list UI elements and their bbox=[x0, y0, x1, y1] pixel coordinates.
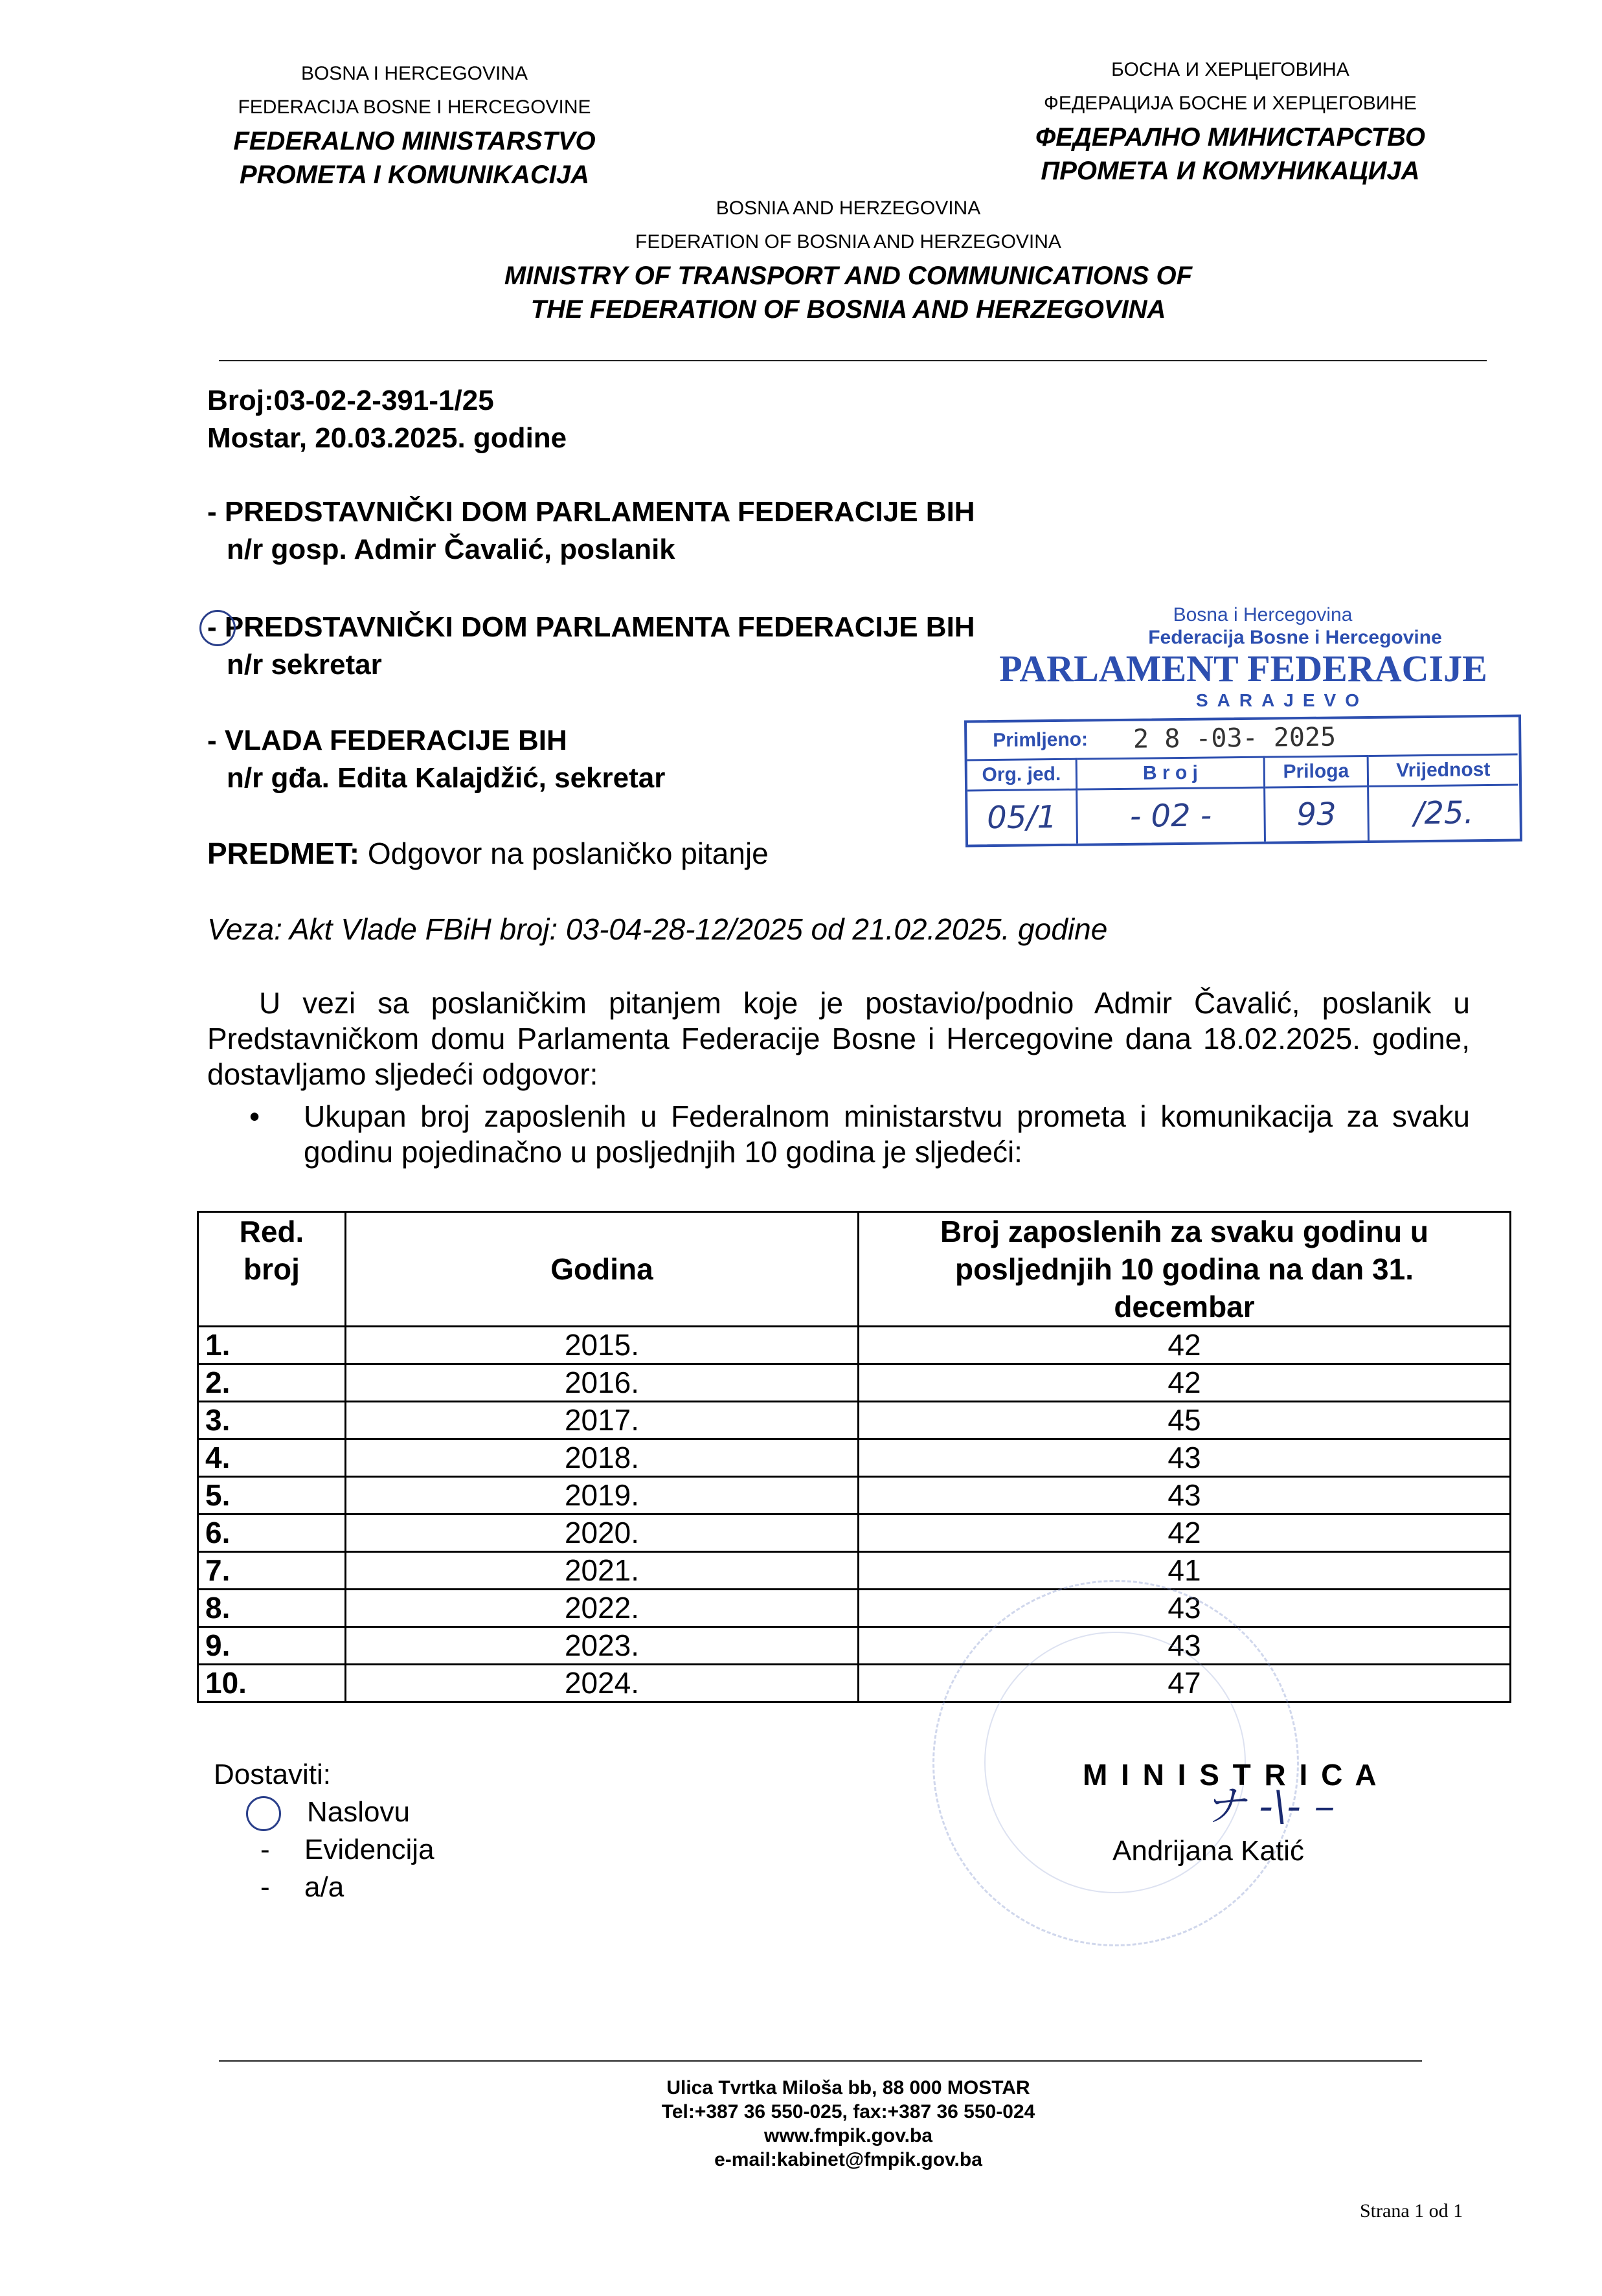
header-right-ministry: ПРОМЕТА И КОМУНИКАЦИЈА bbox=[1041, 157, 1420, 185]
recipient-name: - PREDSTAVNIČKI DOM PARLAMENTA FEDERACIJE BIH bbox=[207, 611, 975, 643]
header-left-ministry: PROMETA I KOMUNIKACIJA bbox=[240, 161, 589, 189]
handwritten-signature: ナ -\- – bbox=[1204, 1783, 1335, 1830]
handwritten-circle-mark bbox=[199, 610, 236, 646]
recipient-2 bbox=[207, 609, 975, 684]
body-paragraph-text: U vezi sa poslaničkim pitanjem koje je postavio/podnio Admir Čavalić, poslanik u Predstavničkom domu Parlamenta Federacije Bosne i Hercegovine dana 18.02.2025. godine, dostavljamo sljedeći odgovor: bbox=[207, 986, 1470, 1091]
row-year: 2015. bbox=[346, 1327, 859, 1364]
table-row bbox=[198, 1627, 1511, 1665]
header-left-line: BOSNA I HERCEGOVINA bbox=[300, 63, 528, 84]
row-employees: 43 bbox=[859, 1627, 1511, 1665]
footer-email: e-mail:kabinet@fmpik.gov.ba bbox=[714, 2149, 982, 2170]
row-employees: 45 bbox=[859, 1402, 1511, 1439]
reference-link: Veza: Akt Vlade FBiH broj: 03-04-28-12/2025 od 21.02.2025. godine bbox=[207, 912, 1108, 946]
dash-marker: - bbox=[260, 1834, 270, 1865]
table-row bbox=[198, 1665, 1511, 1702]
footer-divider bbox=[219, 2060, 1422, 2062]
stamp-box bbox=[964, 715, 1522, 848]
row-employees: 42 bbox=[859, 1364, 1511, 1402]
row-year: 2020. bbox=[346, 1514, 859, 1552]
row-number: 1. bbox=[198, 1327, 346, 1364]
table-row bbox=[198, 1477, 1511, 1514]
table-row bbox=[198, 1590, 1511, 1627]
row-employees: 42 bbox=[859, 1514, 1511, 1552]
header-center bbox=[389, 192, 1308, 326]
distribution-item bbox=[214, 1869, 434, 1906]
row-employees: 43 bbox=[859, 1439, 1511, 1477]
row-year: 2016. bbox=[346, 1364, 859, 1402]
header-center-line: FEDERATION OF BOSNIA AND HERZEGOVINA bbox=[635, 231, 1061, 253]
stamp-col-value: 93 bbox=[1265, 785, 1370, 842]
header-right-line: БОСНА И ХЕРЦЕГОВИНА bbox=[1111, 59, 1349, 80]
body-paragraph bbox=[207, 985, 1470, 1092]
row-year: 2019. bbox=[346, 1477, 859, 1514]
distribution bbox=[214, 1756, 434, 1906]
row-year: 2024. bbox=[346, 1665, 859, 1702]
row-year: 2018. bbox=[346, 1439, 859, 1477]
stamp-col-label: Vrijednost bbox=[1369, 754, 1518, 785]
place-date: Mostar, 20.03.2025. godine bbox=[207, 422, 567, 454]
row-number: 2. bbox=[198, 1364, 346, 1402]
subject-text: Odgovor na poslaničko pitanje bbox=[359, 837, 769, 870]
parliament-stamp bbox=[965, 603, 1522, 844]
distribution-item bbox=[214, 1794, 434, 1831]
table-row bbox=[198, 1439, 1511, 1477]
recipient-attention: n/r sekretar bbox=[227, 649, 382, 681]
table-row bbox=[198, 1514, 1511, 1552]
row-number: 5. bbox=[198, 1477, 346, 1514]
signatory-title: M I N I S T R I C A bbox=[1083, 1758, 1379, 1792]
header-center-ministry: THE FEDERATION OF BOSNIA AND HERZEGOVINA bbox=[530, 295, 1166, 324]
employees-table bbox=[197, 1211, 1511, 1703]
recipient-name: - PREDSTAVNIČKI DOM PARLAMENTA FEDERACIJE BIH bbox=[207, 496, 975, 528]
handwritten-circle-mark bbox=[246, 1796, 281, 1831]
recipient-1 bbox=[207, 493, 975, 568]
column-header-number: Red. broj bbox=[198, 1212, 346, 1327]
row-employees: 47 bbox=[859, 1665, 1511, 1702]
distribution-label: Dostaviti: bbox=[214, 1759, 331, 1790]
footer-website: www.fmpik.gov.ba bbox=[763, 2125, 933, 2146]
footer-address: Ulica Tvrtka Miloša bb, 88 000 MOSTAR bbox=[666, 2077, 1030, 2099]
page-number: Strana 1 od 1 bbox=[1360, 2200, 1463, 2222]
column-header-employees: Broj zaposlenih za svaku godinu u posljednjih 10 godina na dan 31. decembar bbox=[859, 1212, 1511, 1327]
row-employees: 41 bbox=[859, 1552, 1511, 1590]
stamp-col-value: - 02 - bbox=[1077, 787, 1266, 844]
body-bullet bbox=[249, 1099, 1470, 1170]
subject-label: PREDMET: bbox=[207, 837, 360, 870]
stamp-received-row bbox=[967, 717, 1519, 760]
stamp-col-label: Priloga bbox=[1265, 755, 1369, 787]
document-reference bbox=[207, 382, 567, 457]
row-number: 9. bbox=[198, 1627, 346, 1665]
stamp-title: PARLAMENT FEDERACIJE bbox=[999, 647, 1487, 690]
distribution-item-label: Naslovu bbox=[307, 1796, 410, 1828]
row-employees: 43 bbox=[859, 1590, 1511, 1627]
recipient-attention: n/r gđa. Edita Kalajdžić, sekretar bbox=[227, 762, 666, 794]
stamp-top-line: Federacija Bosne i Hercegovine bbox=[1148, 627, 1442, 648]
table-row bbox=[198, 1552, 1511, 1590]
footer-phone: Tel:+387 36 550-025, fax:+387 36 550-024 bbox=[661, 2101, 1035, 2122]
header-divider bbox=[219, 360, 1487, 361]
stamp-col-value: 05/1 bbox=[967, 789, 1078, 845]
dash-marker: - bbox=[260, 1871, 270, 1903]
footer-contact bbox=[518, 2076, 1179, 2172]
bullet-text: Ukupan broj zaposlenih u Federalnom ministarstvu prometa i komunikacija za svaku godinu pojedinačno u posljednjih 10 godina je sljedeći: bbox=[304, 1099, 1470, 1169]
row-year: 2017. bbox=[346, 1402, 859, 1439]
header-left-ministry: FEDERALNO MINISTARSTVO bbox=[233, 127, 596, 155]
employees-table-wrap bbox=[197, 1211, 1511, 1703]
header-right-ministry: ФЕДЕРАЛНО МИНИСТАРСТВО bbox=[1035, 123, 1425, 152]
reference-number: Broj:03-02-2-391-1/25 bbox=[207, 385, 494, 416]
stamp-col-label: Org. jed. bbox=[967, 758, 1077, 790]
row-number: 3. bbox=[198, 1402, 346, 1439]
header-right bbox=[997, 53, 1463, 188]
table-header-row bbox=[198, 1212, 1511, 1327]
header-center-line: BOSNIA AND HERZEGOVINA bbox=[716, 197, 981, 219]
signatory-name: Andrijana Katić bbox=[1112, 1835, 1304, 1867]
column-header-year: Godina bbox=[346, 1212, 859, 1327]
row-year: 2021. bbox=[346, 1552, 859, 1590]
stamp-received-label: Primljeno: bbox=[993, 728, 1089, 752]
recipient-attention: n/r gosp. Admir Čavalić, poslanik bbox=[227, 534, 675, 565]
distribution-item-label: a/a bbox=[304, 1871, 344, 1903]
row-employees: 43 bbox=[859, 1477, 1511, 1514]
stamp-received-date: 2 8 -03- 2025 bbox=[1133, 722, 1337, 754]
stamp-col-value: /25. bbox=[1369, 784, 1518, 840]
header-left-line: FEDERACIJA BOSNE I HERCEGOVINE bbox=[238, 96, 591, 118]
distribution-item bbox=[214, 1831, 434, 1869]
header-center-ministry: MINISTRY OF TRANSPORT AND COMMUNICATIONS OF bbox=[504, 262, 1193, 290]
row-employees: 42 bbox=[859, 1327, 1511, 1364]
row-year: 2022. bbox=[346, 1590, 859, 1627]
row-year: 2023. bbox=[346, 1627, 859, 1665]
row-number: 6. bbox=[198, 1514, 346, 1552]
header-right-line: ФЕДЕРАЦИЈА БОСНЕ И ХЕРЦЕГОВИНЕ bbox=[1044, 93, 1417, 114]
stamp-city: SARAJEVO bbox=[1195, 690, 1369, 710]
bullet-icon: • bbox=[249, 1099, 260, 1133]
stamp-col-label: B r o j bbox=[1077, 756, 1265, 789]
table-row bbox=[198, 1364, 1511, 1402]
row-number: 10. bbox=[198, 1665, 346, 1702]
table-row bbox=[198, 1402, 1511, 1439]
subject-line bbox=[207, 834, 769, 873]
header-left bbox=[194, 57, 635, 192]
row-number: 4. bbox=[198, 1439, 346, 1477]
distribution-item-label: Evidencija bbox=[304, 1834, 434, 1865]
recipient-3 bbox=[207, 722, 665, 797]
table-row bbox=[198, 1327, 1511, 1364]
row-number: 8. bbox=[198, 1590, 346, 1627]
stamp-top-line: Bosna i Hercegovina bbox=[1173, 604, 1353, 625]
stamp-grid bbox=[967, 754, 1520, 845]
row-number: 7. bbox=[198, 1552, 346, 1590]
recipient-name: - VLADA FEDERACIJE BIH bbox=[207, 725, 567, 756]
